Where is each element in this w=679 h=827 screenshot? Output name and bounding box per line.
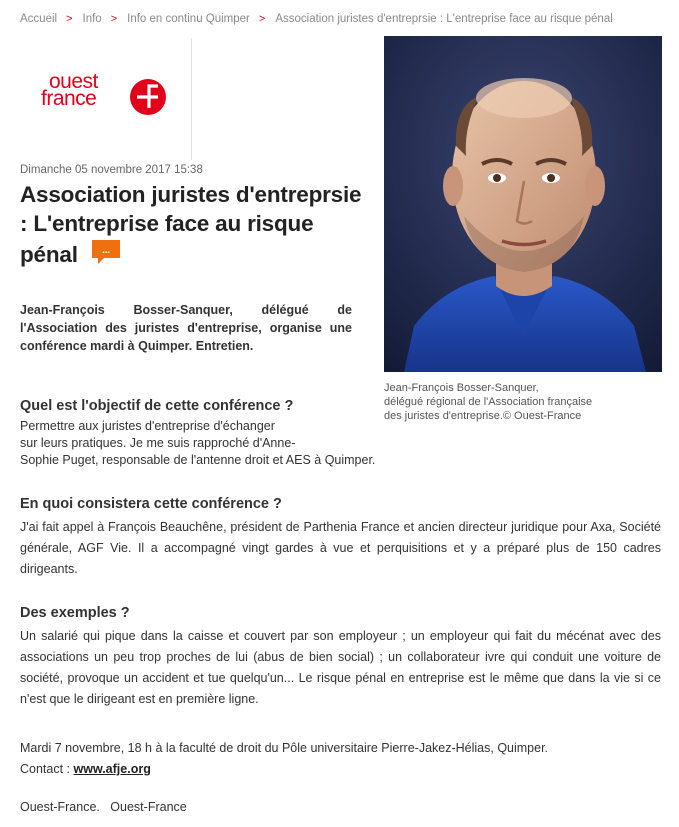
breadcrumb-current: Association juristes d'entreprsie : L'entreprise face au risque pénal [275,13,613,25]
article-title [20,180,370,273]
article-footer: Ouest-France. Ouest-France [20,800,187,814]
answer-paragraph [20,418,376,469]
question-heading: Quel est l'objectif de cette conférence ? [20,398,294,414]
logo-mark-icon [129,78,167,116]
comment-icon[interactable] [90,238,122,273]
logo-word-france: france [41,87,97,110]
breadcrumb-info[interactable]: Info [82,13,102,25]
chevron-right-icon: > [66,13,73,25]
photo-caption [384,381,659,423]
answer-line: sur leurs pratiques. Je me suis rapproché d'Anne- [20,436,296,450]
answer-paragraph: Un salarié qui pique dans la caisse et couvert par son employeur ; un employeur qui fait du mécénat avec des associations un peu trop proches de lui (abus de bien social) ; un collaborateur ivre qui conduit une voiture de société, provoque un accident et tue quelqu'un... Le risque pénal en entreprise est le même que dans la vie si ce n'est que le dirigeant est en première ligne. [20,629,661,706]
contact-link[interactable]: www.afje.org [73,762,151,776]
event-details: Mardi 7 novembre, 18 h à la faculté de droit du Pôle universitaire Pierre-Jakez-Hélias, Quimper. [20,741,549,755]
answer-paragraph: J'ai fait appel à François Beauchêne, président de Parthenia France et ancien directeur juridique pour Axa, Société générale, AGF Vie. Il a accompagné vingt gardes à vue et perquisitions et y a préparé plus de 150 cadres dirigeants. [20,520,661,576]
question-heading: En quoi consistera cette conférence ? [20,496,282,512]
breadcrumb-info-quimper[interactable]: Info en continu Quimper [127,13,250,25]
logo-word-ouest: ouest [49,70,98,93]
article-lead: Jean-François Bosser-Sanquer, délégué de l'Association des juristes d'entreprise, organise une conférence mardi à Quimper. Entretien. [20,303,352,353]
question-heading: Des exemples ? [20,605,130,621]
caption-line: Jean-François Bosser-Sanquer, [384,382,539,394]
answer-line: Sophie Puget, responsable de l'antenne droit et AES à Quimper. [20,453,376,467]
caption-line: délégué régional de l'Association française [384,396,593,408]
answer-line: Permettre aux juristes d'entreprise d'échanger [20,419,275,433]
breadcrumb-home[interactable]: Accueil [20,13,58,25]
chevron-right-icon: > [110,13,118,25]
ouest-france-logo[interactable] [41,72,171,120]
divider [191,38,192,160]
event-paragraph [20,738,661,780]
article-title-text: Association juristes d'entreprsie : L'entreprise face au risque pénal [20,182,362,267]
caption-line: des juristes d'entreprise.© Ouest-France [384,410,582,422]
breadcrumb [20,13,613,25]
chevron-right-icon: > [258,13,266,25]
contact-label: Contact : [20,762,74,776]
article-date: Dimanche 05 novembre 2017 15:38 [20,164,203,176]
comment-icon-dots: ... [101,245,110,256]
portrait-photo [384,36,662,372]
